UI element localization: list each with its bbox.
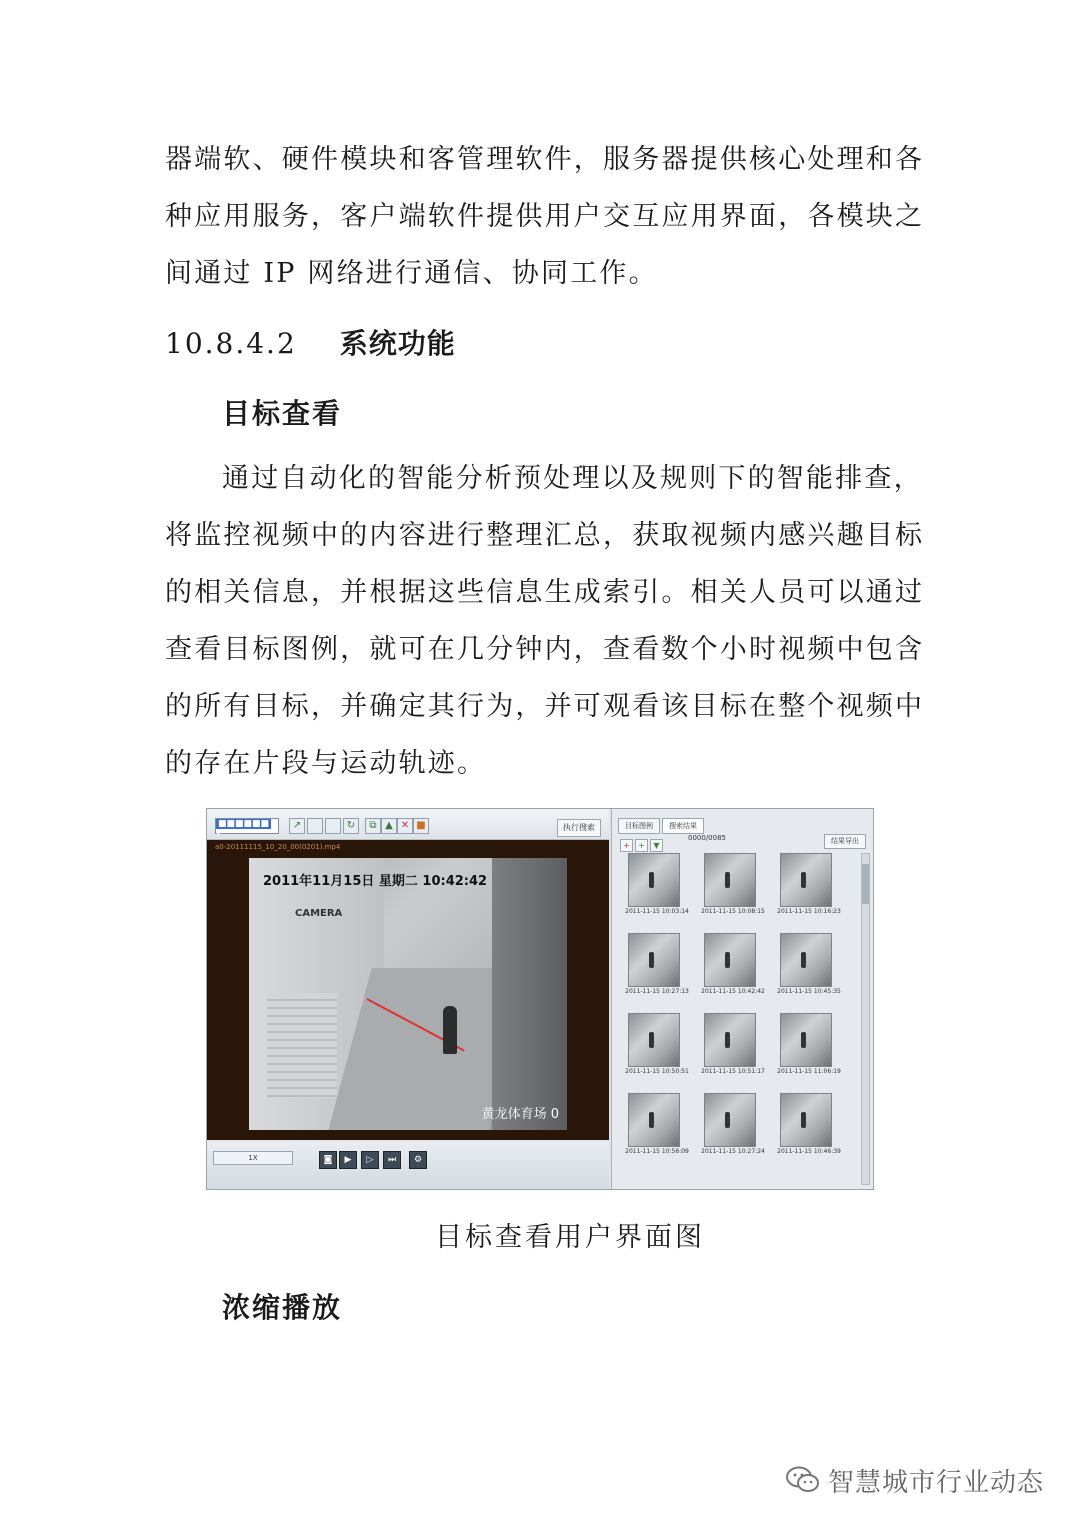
export-results-button[interactable]: 结果导出 — [824, 834, 866, 849]
intro-line: 器端软、硬件模块和客管理软件，服务器提供核心处理和各 — [165, 144, 925, 175]
toolbar — [207, 809, 609, 840]
body-line: 的所有目标，并确定其行为，并可观看该目标在整个视频中 — [165, 691, 925, 722]
body-line: 通过自动化的智能分析预处理以及规则下的智能排查， — [222, 463, 923, 494]
video-location: 黄龙体育场 0 — [481, 1107, 559, 1122]
export-icon[interactable]: ■ — [413, 818, 429, 834]
speed-slider[interactable]: 1X — [213, 1151, 293, 1165]
section-number: 10.8.4.2 — [165, 327, 297, 360]
video-player — [207, 840, 609, 1140]
step-forward-icon[interactable]: ▷ — [361, 1151, 379, 1169]
thumbnail-item[interactable]: 2011-11-15 10:45:35 — [774, 933, 838, 1005]
video-timestamp: 2011年11月15日 星期二 10:42:42 — [263, 874, 488, 889]
thumbnail-item[interactable]: 2011-11-15 10:08:15 — [698, 853, 762, 925]
tab-search-results[interactable]: 搜索结果 — [662, 818, 704, 834]
up-icon[interactable]: ▲ — [381, 818, 397, 834]
add-icon[interactable]: + — [620, 839, 633, 852]
watermark — [786, 1460, 1044, 1500]
thumbnail-item[interactable]: 2011-11-15 11:06:19 — [774, 1013, 838, 1085]
thumbnail-item[interactable]: 2011-11-15 10:56:09 — [622, 1093, 686, 1165]
camera-overlay: CAMERA — [295, 908, 343, 919]
filter-icon[interactable]: ▼ — [650, 839, 663, 852]
target-person — [443, 1006, 457, 1054]
thumbnail-item[interactable]: 2011-11-15 10:16:23 — [774, 853, 838, 925]
thumbnail-item[interactable]: 2011-11-15 10:50:51 — [622, 1013, 686, 1085]
figure-caption: 目标查看用户界面图 — [435, 1222, 705, 1253]
body-line: 的存在片段与运动轨迹。 — [165, 748, 487, 779]
intro-line: 间通过 IP 网络进行通信、协同工作。 — [165, 258, 658, 289]
intro-line: 种应用服务，客户端软件提供用户交互应用界面，各模块之 — [165, 201, 925, 232]
copy-icon[interactable]: ⧉ — [365, 818, 381, 834]
subsection-heading-condensed-playback: 浓缩播放 — [222, 1291, 343, 1324]
wechat-icon — [786, 1466, 820, 1494]
watermark-text: 智慧城市行业动态 — [828, 1467, 1045, 1498]
intro-paragraph — [165, 131, 925, 302]
results-tabs — [618, 813, 706, 829]
zoom-in-icon[interactable]: + — [635, 839, 648, 852]
section-heading — [165, 322, 456, 362]
body-line: 的相关信息，并根据这些信息生成索引。相关人员可以通过 — [165, 577, 925, 608]
file-name-label: a0-20111115_10_20_00(0201).mp4 — [215, 843, 341, 851]
camera-select[interactable]: ■■■■■■ ▾ — [215, 818, 279, 834]
exec-search-button[interactable]: 执行搜索 — [557, 819, 601, 837]
thumbnail-item[interactable]: 2011-11-15 10:51:17 — [698, 1013, 762, 1085]
subsection-heading-target-view: 目标查看 — [222, 397, 343, 430]
section-title: 系统功能 — [339, 327, 456, 360]
play-icon[interactable]: ▶ — [339, 1151, 357, 1169]
figure-screenshot — [206, 808, 874, 1190]
blank-tool-icon[interactable] — [325, 818, 341, 834]
result-count: 0000/0085 — [688, 834, 726, 842]
body-line: 查看目标图例，就可在几分钟内，查看数个小时视频中包含 — [165, 634, 925, 665]
thumbnail-item[interactable]: 2011-11-15 10:27:13 — [622, 933, 686, 1005]
blank-tool-icon[interactable] — [307, 818, 323, 834]
body-line: 将监控视频中的内容进行整理汇总，获取视频内感兴趣目标 — [165, 520, 925, 551]
chart-icon[interactable]: ↗ — [289, 818, 305, 834]
refresh-icon[interactable]: ↻ — [343, 818, 359, 834]
thumbnail-item[interactable]: 2011-11-15 10:46:39 — [774, 1093, 838, 1165]
thumbnail-item[interactable]: 2011-11-15 10:27:24 — [698, 1093, 762, 1165]
video-frame[interactable] — [249, 858, 567, 1130]
thumbnail-item[interactable]: 2011-11-15 10:03:14 — [622, 853, 686, 925]
next-icon[interactable]: ⏭ — [383, 1151, 401, 1169]
tab-target-legend[interactable]: 目标图例 — [618, 818, 660, 834]
thumbnail-item[interactable]: 2011-11-15 10:42:42 — [698, 933, 762, 1005]
settings-icon[interactable]: ⚙ — [409, 1151, 427, 1169]
body-paragraph — [165, 450, 925, 792]
playback-controls — [207, 1141, 609, 1189]
panel-tools — [620, 833, 665, 850]
results-scrollbar[interactable] — [861, 853, 870, 1185]
results-panel — [611, 809, 874, 1189]
delete-icon[interactable]: ✕ — [397, 818, 413, 834]
snapshot-icon[interactable]: ◙ — [319, 1151, 337, 1169]
